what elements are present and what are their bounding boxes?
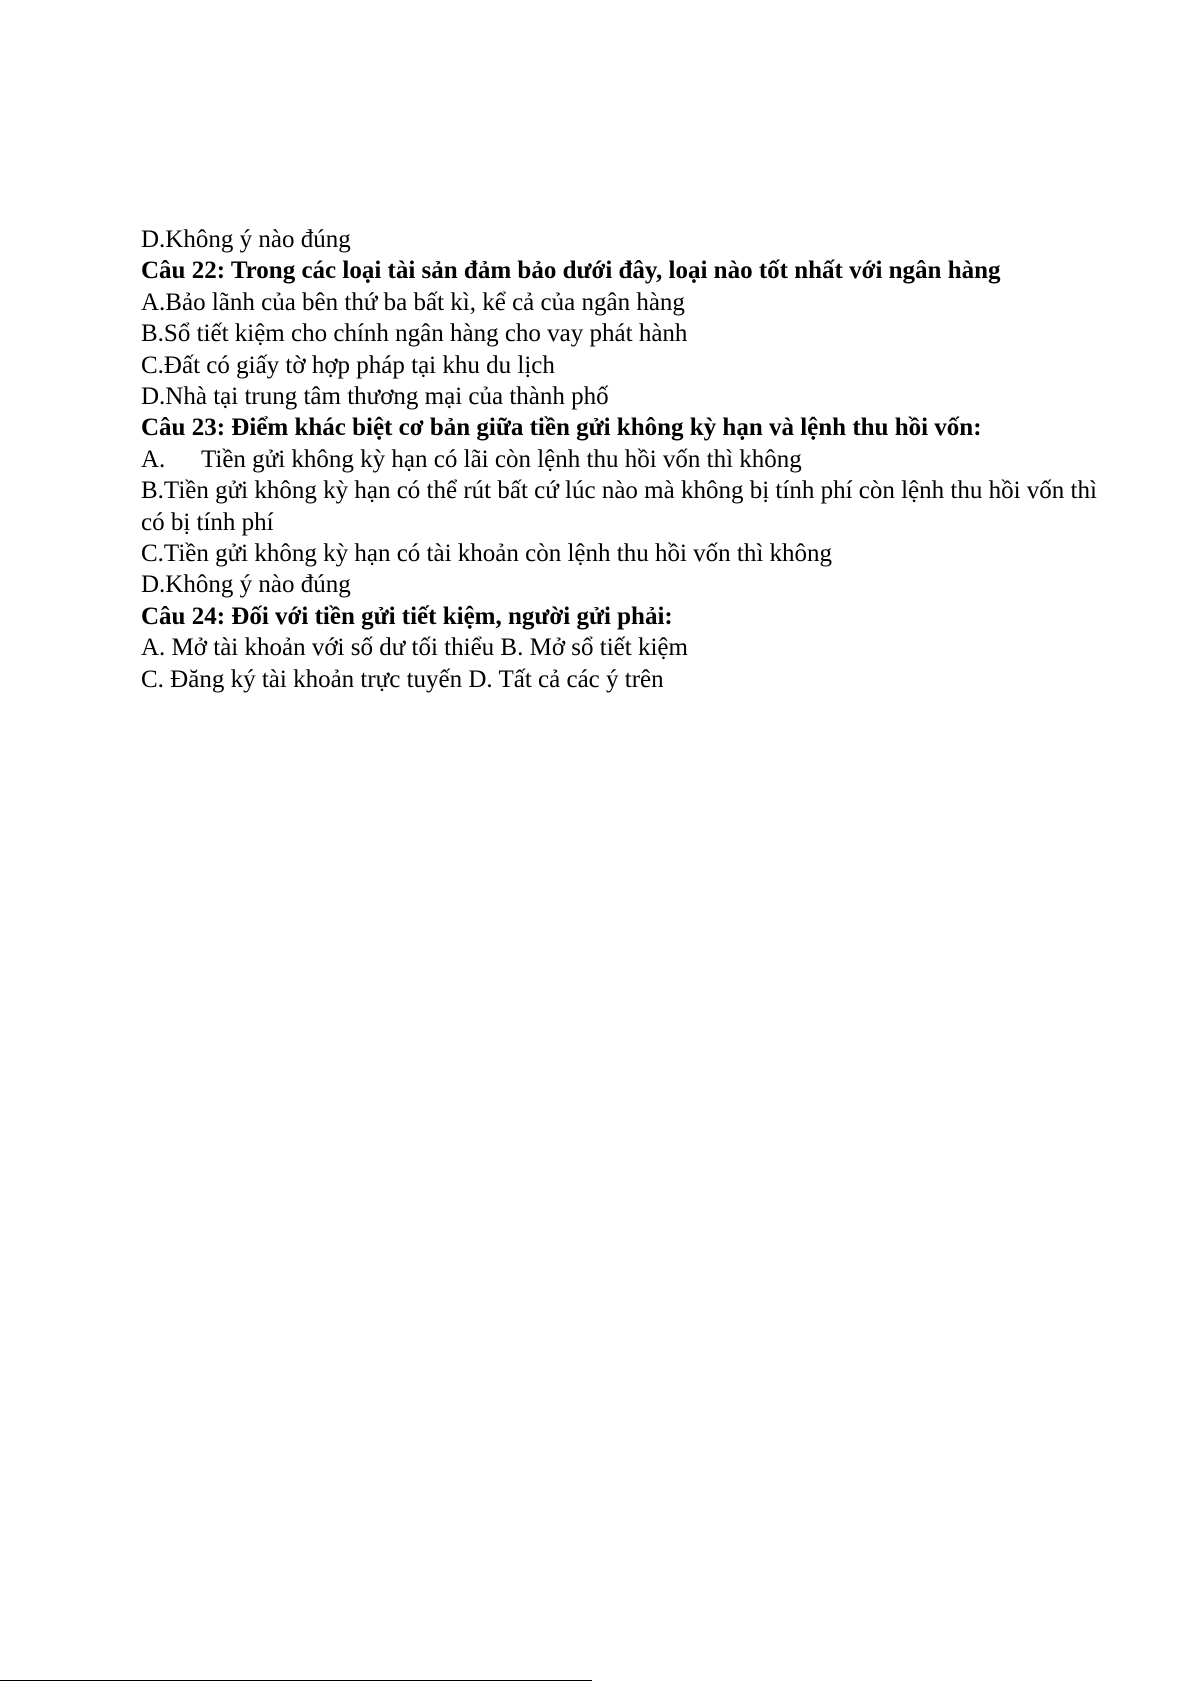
q22-option-c: C.Đất có giấy tờ hợp pháp tại khu du lịch <box>141 351 555 379</box>
q23-option-a <box>141 444 1101 475</box>
q22-option-b: B.Sổ tiết kiệm cho chính ngân hàng cho vay phát hành <box>141 320 688 348</box>
question-24: Câu 24: Đối với tiền gửi tiết kiệm, người gửi phải: <box>141 602 673 630</box>
q23-option-b: B.Tiền gửi không kỳ hạn có thể rút bất cứ lúc nào mà không bị tính phí còn lệnh thu hồi vốn thì có bị tính phí <box>141 477 1097 536</box>
q23-option-c: C.Tiền gửi không kỳ hạn có tài khoản còn lệnh thu hồi vốn thì không <box>141 540 833 568</box>
question-23: Câu 23: Điểm khác biệt cơ bản giữa tiền gửi không kỳ hạn và lệnh thu hồi vốn: <box>141 414 982 442</box>
question-22: Câu 22: Trong các loại tài sản đảm bảo dưới đây, loại nào tốt nhất với ngân hàng <box>141 257 1001 285</box>
q23-option-a-text: Tiền gửi không kỳ hạn có lãi còn lệnh thu hồi vốn thì không <box>201 445 802 473</box>
q24-options-ab: A. Mở tài khoản với số dư tối thiểu B. Mở sổ tiết kiệm <box>141 634 688 662</box>
q24-options-cd: C. Đăng ký tài khoản trực tuyến D. Tất cả các ý trên <box>141 665 664 693</box>
document-body <box>141 224 1101 695</box>
footer-rule <box>0 1680 592 1681</box>
q22-option-a: A.Bảo lãnh của bên thứ ba bất kì, kể cả của ngân hàng <box>141 288 685 316</box>
previous-option-d: D.Không ý nào đúng <box>141 226 351 253</box>
q23-option-a-letter: A. <box>141 445 166 473</box>
q23-option-d: D.Không ý nào đúng <box>141 571 351 599</box>
q22-option-d: D.Nhà tại trung tâm thương mại của thành phố <box>141 383 609 411</box>
